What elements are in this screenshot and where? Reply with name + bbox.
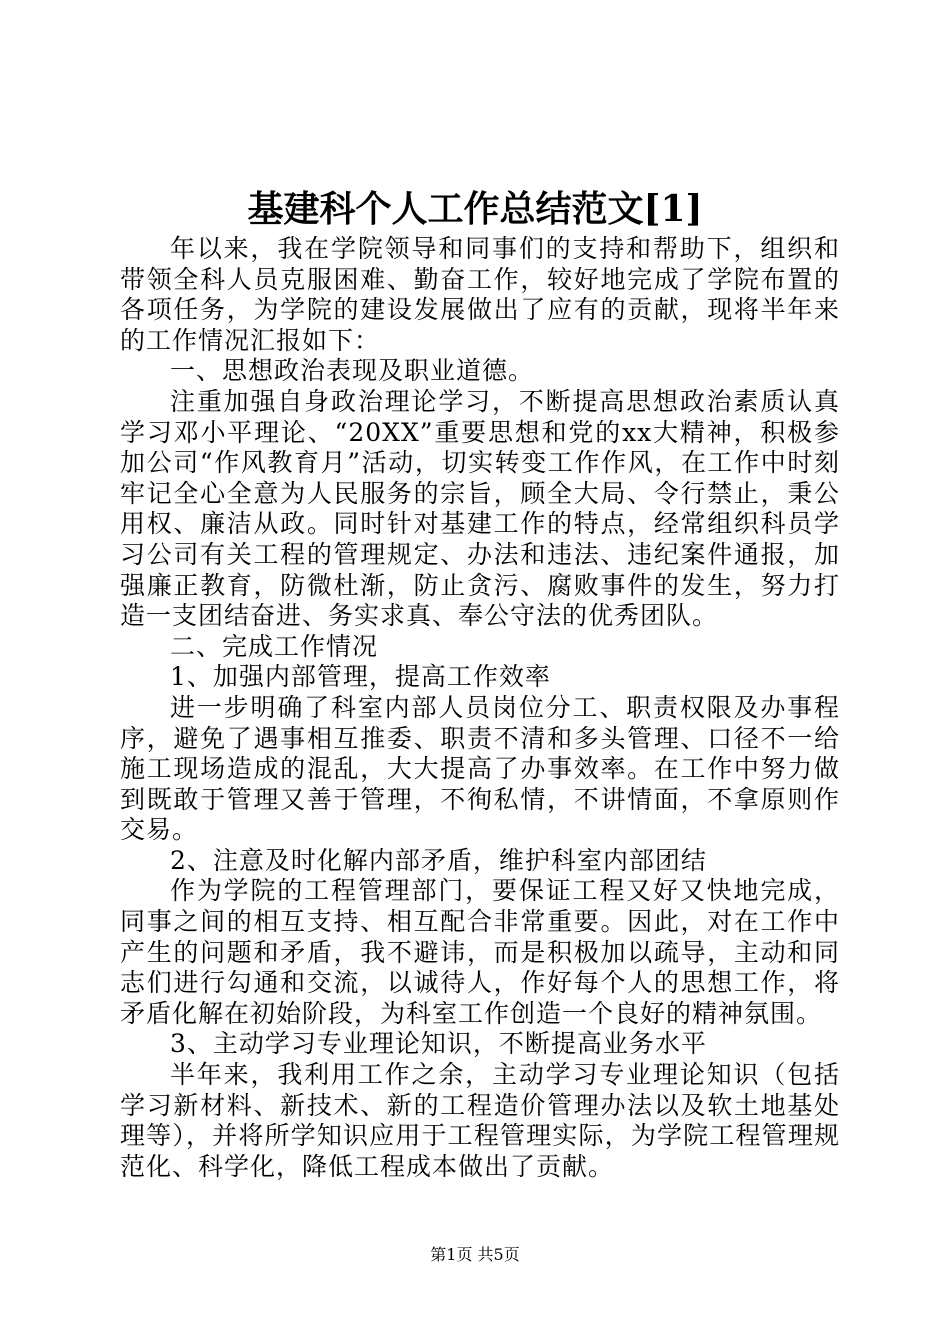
internal-management-paragraph: 进一步明确了科室内部人员岗位分工、职责权限及办事程序，避免了遇事相互推委、职责不清和多头管理、口径不一给施工现场造成的混乱，大大提高了办事效率。在工作中努力做到既敢于管理又善于管理，不徇私情，不讲情面，不拿原则作交易。 (120, 692, 840, 845)
team-unity-paragraph: 作为学院的工程管理部门，要保证工程又好又快地完成，同事之间的相互支持、相互配合非常重要。因此，对在工作中产生的问题和矛盾，我不避讳，而是积极加以疏导，主动和同志们进行勾通和交流，以诚待人，作好每个人的思想工作，将矛盾化解在初始阶段，为科室工作创造一个良好的精神氛围。 (120, 876, 840, 1028)
document-title: 基建科个人工作总结范文[1] (247, 188, 703, 230)
ideology-paragraph: 注重加强自身政治理论学习，不断提高思想政治素质认真学习邓小平理论、“20XX”重要思想和党的xx大精神，积极参加公司“作风教育月”活动，切实转变工作作风，在工作中时刻牢记全心全意为人民服务的宗旨，顾全大局、令行禁止，秉公用权、廉洁从政。同时针对基建工作的特点，经常组织科员学习公司有关工程的管理规定、办法和违法、违纪案件通报，加强廉正教育，防微杜渐，防止贪污、腐败事件的发生，努力打造一支团结奋进、务实求真、奉公守法的优秀团队。 (120, 386, 840, 631)
page-footer: 第1页 共5页 (430, 1245, 520, 1264)
subheading-team-unity: 2、注意及时化解内部矛盾，维护科室内部团结 (170, 845, 707, 875)
intro-paragraph: 年以来，我在学院领导和同事们的支持和帮助下，组织和带领全科人员克服困难、勤奋工作，较好地完成了学院布置的各项任务，为学院的建设发展做出了应有的贡献，现将半年来的工作情况汇报如下： (120, 234, 840, 355)
professional-study-paragraph: 半年来，我利用工作之余，主动学习专业理论知识（包括学习新材料、新技术、新的工程造价管理办法以及软土地基处理等），并将所学知识应用于工程管理实际，为学院工程管理规范化、科学化，降低工程成本做出了贡献。 (120, 1060, 840, 1181)
subheading-internal-management: 1、加强内部管理，提高工作效率 (170, 662, 551, 692)
document-body (120, 234, 840, 1182)
section-heading-work: 二、完成工作情况 (170, 631, 379, 661)
subheading-professional-study: 3、主动学习专业理论知识，不断提高业务水平 (170, 1029, 707, 1059)
section-heading-ideology: 一、思想政治表现及职业道德。 (170, 356, 535, 386)
